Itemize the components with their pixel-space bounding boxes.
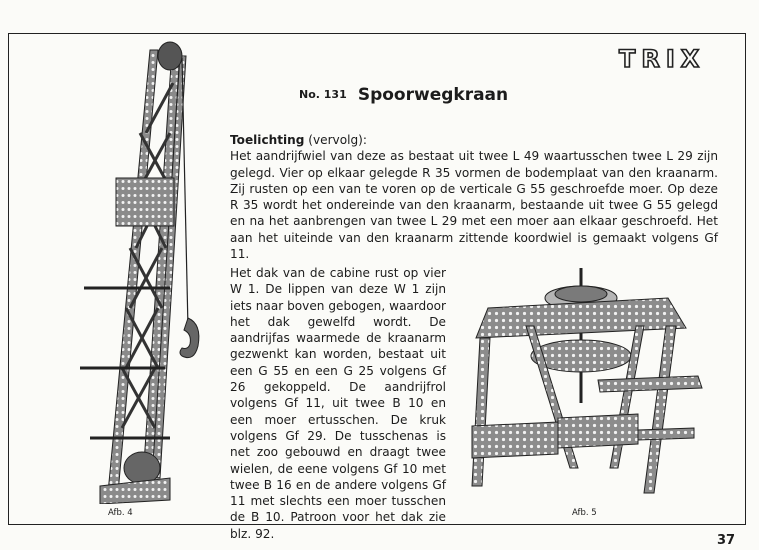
figure-4-caption: Afb. 4 bbox=[108, 508, 133, 518]
crane-arm-illustration bbox=[60, 38, 210, 504]
model-number: No. 131 bbox=[299, 88, 347, 101]
intro-text: Het aandrijfwiel van deze as bestaat uit twee L 49 waartusschen twee L 29 zijn gelegd. Vier op elkaar gelegde R 35 vormen de bodemplaat van den kraanarm. Zij rusten op een van te voren op de verticale G 55 geschroefde moer. Op deze R 35 wordt het ondereinde van den kraanarm, bestaande uit twee G 55 gelegd en na het aanbrengen van twee L 29 met een moer aan elkaar geschroefd. Het aan het uiteinde van den kraanarm zittende koordwiel is gemaakt volgens Gf 11. bbox=[230, 149, 718, 262]
intro-section bbox=[230, 132, 718, 262]
section-heading-suffix: (vervolg): bbox=[304, 133, 367, 147]
page-number: 37 bbox=[717, 533, 736, 548]
cabin-base-illustration bbox=[458, 268, 708, 500]
page-title bbox=[299, 84, 508, 105]
trix-logo: TRIX bbox=[619, 45, 706, 73]
cabin-roof-text: Het dak van de cabine rust op vier W 1. De lippen van deze W 1 zijn iets naar boven gebogen, waardoor het dak gewelfd wordt. De aandrijfas waarmede de kraanarm gezwenkt kan worden, bestaat uit een G 55 en een G 25 volgens Gf 26 gekoppeld. De aandrijfrol volgens Gf 11, uit twee B 10 en een moer ertusschen. De kruk volgens Gf 29. De tusschenas is net zoo gebouwd en draagt twee wielen, de eene volgens Gf 10 met twee B 16 en de andere volgens Gf 11 met slechts een moer tusschen de B 10. Patroon voor het dak zie blz. 92. bbox=[230, 266, 446, 541]
section-heading: Toelichting bbox=[230, 133, 305, 147]
figure-5-caption: Afb. 5 bbox=[572, 508, 597, 518]
model-name: Spoorwegkraan bbox=[357, 84, 509, 105]
